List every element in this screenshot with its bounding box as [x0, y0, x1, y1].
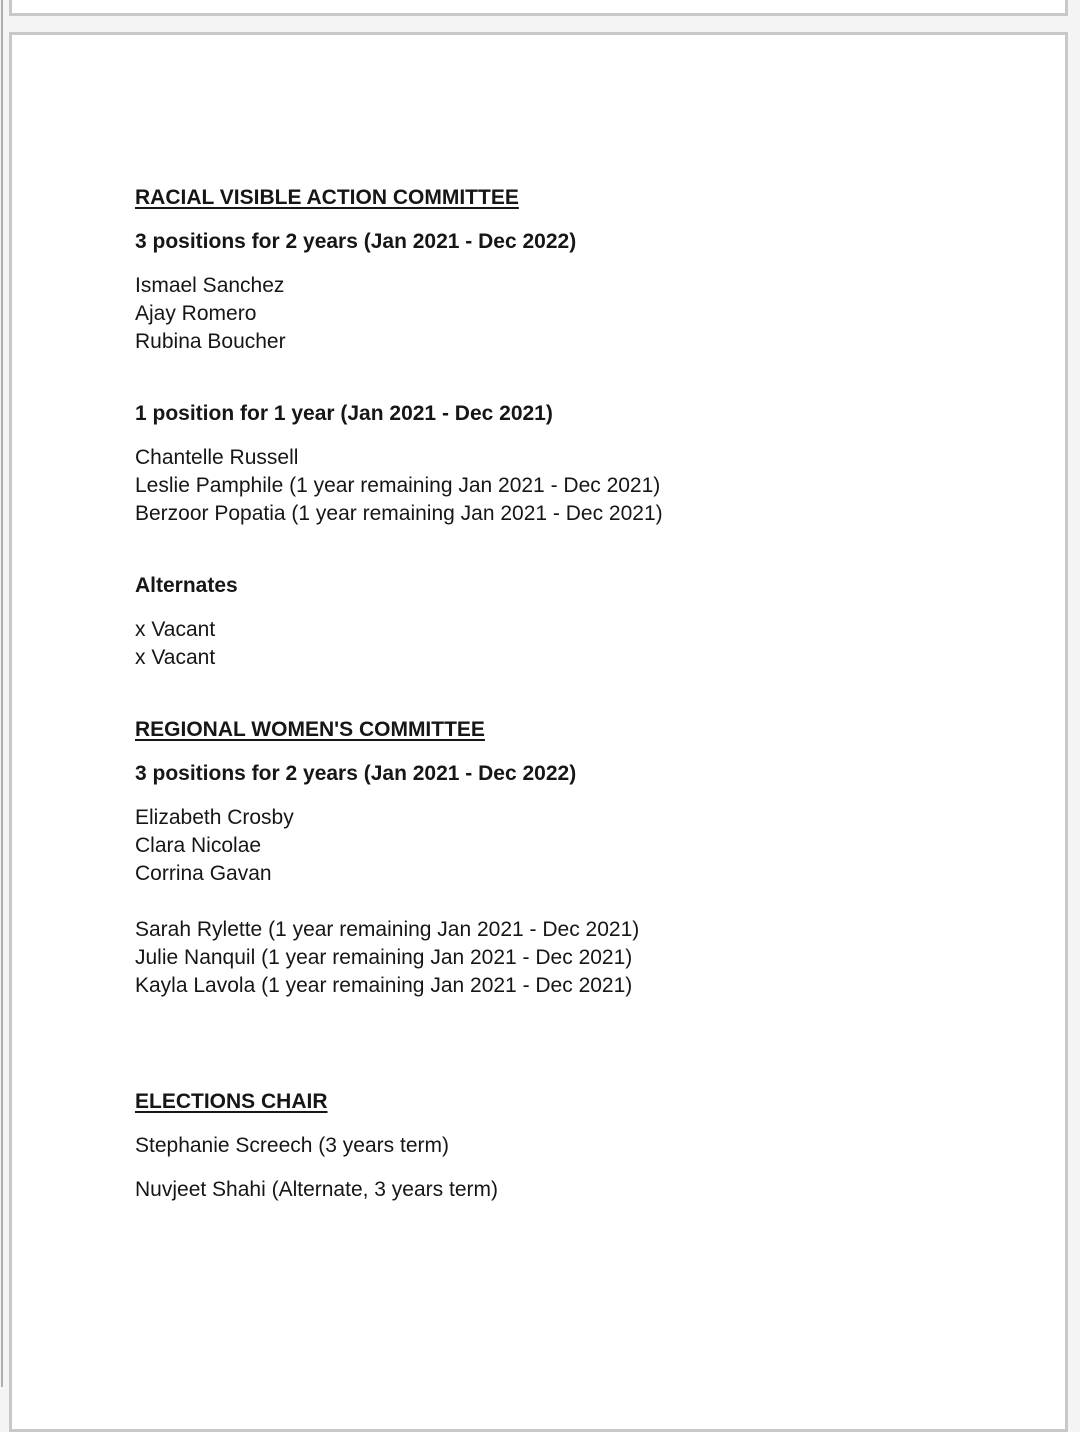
alternates-heading: Alternates: [135, 574, 238, 597]
committee-heading: ELECTIONS CHAIR: [135, 1090, 328, 1113]
member-list: [135, 616, 1005, 672]
chair-alternate-entry: Nuvjeet Shahi (Alternate, 3 years term): [135, 1178, 498, 1201]
committee-section-regional-womens: [135, 716, 1005, 1000]
committee-section-racial-visible-action: [135, 184, 1005, 672]
member-list: [135, 804, 1005, 888]
member-name: Leslie Pamphile (1 year remaining Jan 2021 - Dec 2021): [135, 474, 661, 497]
member-name: Ismael Sanchez: [135, 274, 285, 297]
committee-heading: RACIAL VISIBLE ACTION COMMITTEE: [135, 186, 519, 209]
position-heading: 3 positions for 2 years (Jan 2021 - Dec 2022): [135, 762, 577, 785]
member-list: [135, 444, 1005, 528]
member-name: Elizabeth Crosby: [135, 806, 294, 829]
member-name: Rubina Boucher: [135, 330, 286, 353]
member-name: Sarah Rylette (1 year remaining Jan 2021 - Dec 2021): [135, 918, 640, 941]
previous-page-bottom-edge: [9, 0, 1068, 16]
vacant-slot: x Vacant: [135, 618, 216, 641]
chair-entry: Stephanie Screech (3 years term): [135, 1134, 449, 1157]
member-name: Ajay Romero: [135, 302, 257, 325]
member-name: Clara Nicolae: [135, 834, 262, 857]
committee-section-elections-chair: [135, 1088, 1005, 1204]
member-name: Berzoor Popatia (1 year remaining Jan 2021 - Dec 2021): [135, 502, 663, 525]
position-heading: 3 positions for 2 years (Jan 2021 - Dec 2022): [135, 230, 577, 253]
member-list: [135, 272, 1005, 356]
viewer-left-edge: [1, 0, 3, 1387]
document-page[interactable]: [9, 32, 1068, 1432]
document-content: [12, 35, 1065, 1204]
member-name: Kayla Lavola (1 year remaining Jan 2021 - Dec 2021): [135, 974, 633, 997]
member-list-remaining-terms: [135, 916, 1005, 1000]
position-heading: 1 position for 1 year (Jan 2021 - Dec 2021): [135, 402, 553, 425]
member-name: Chantelle Russell: [135, 446, 299, 469]
committee-heading: REGIONAL WOMEN'S COMMITTEE: [135, 718, 485, 741]
member-name: Julie Nanquil (1 year remaining Jan 2021 - Dec 2021): [135, 946, 633, 969]
vacant-slot: x Vacant: [135, 646, 216, 669]
member-name: Corrina Gavan: [135, 862, 272, 885]
